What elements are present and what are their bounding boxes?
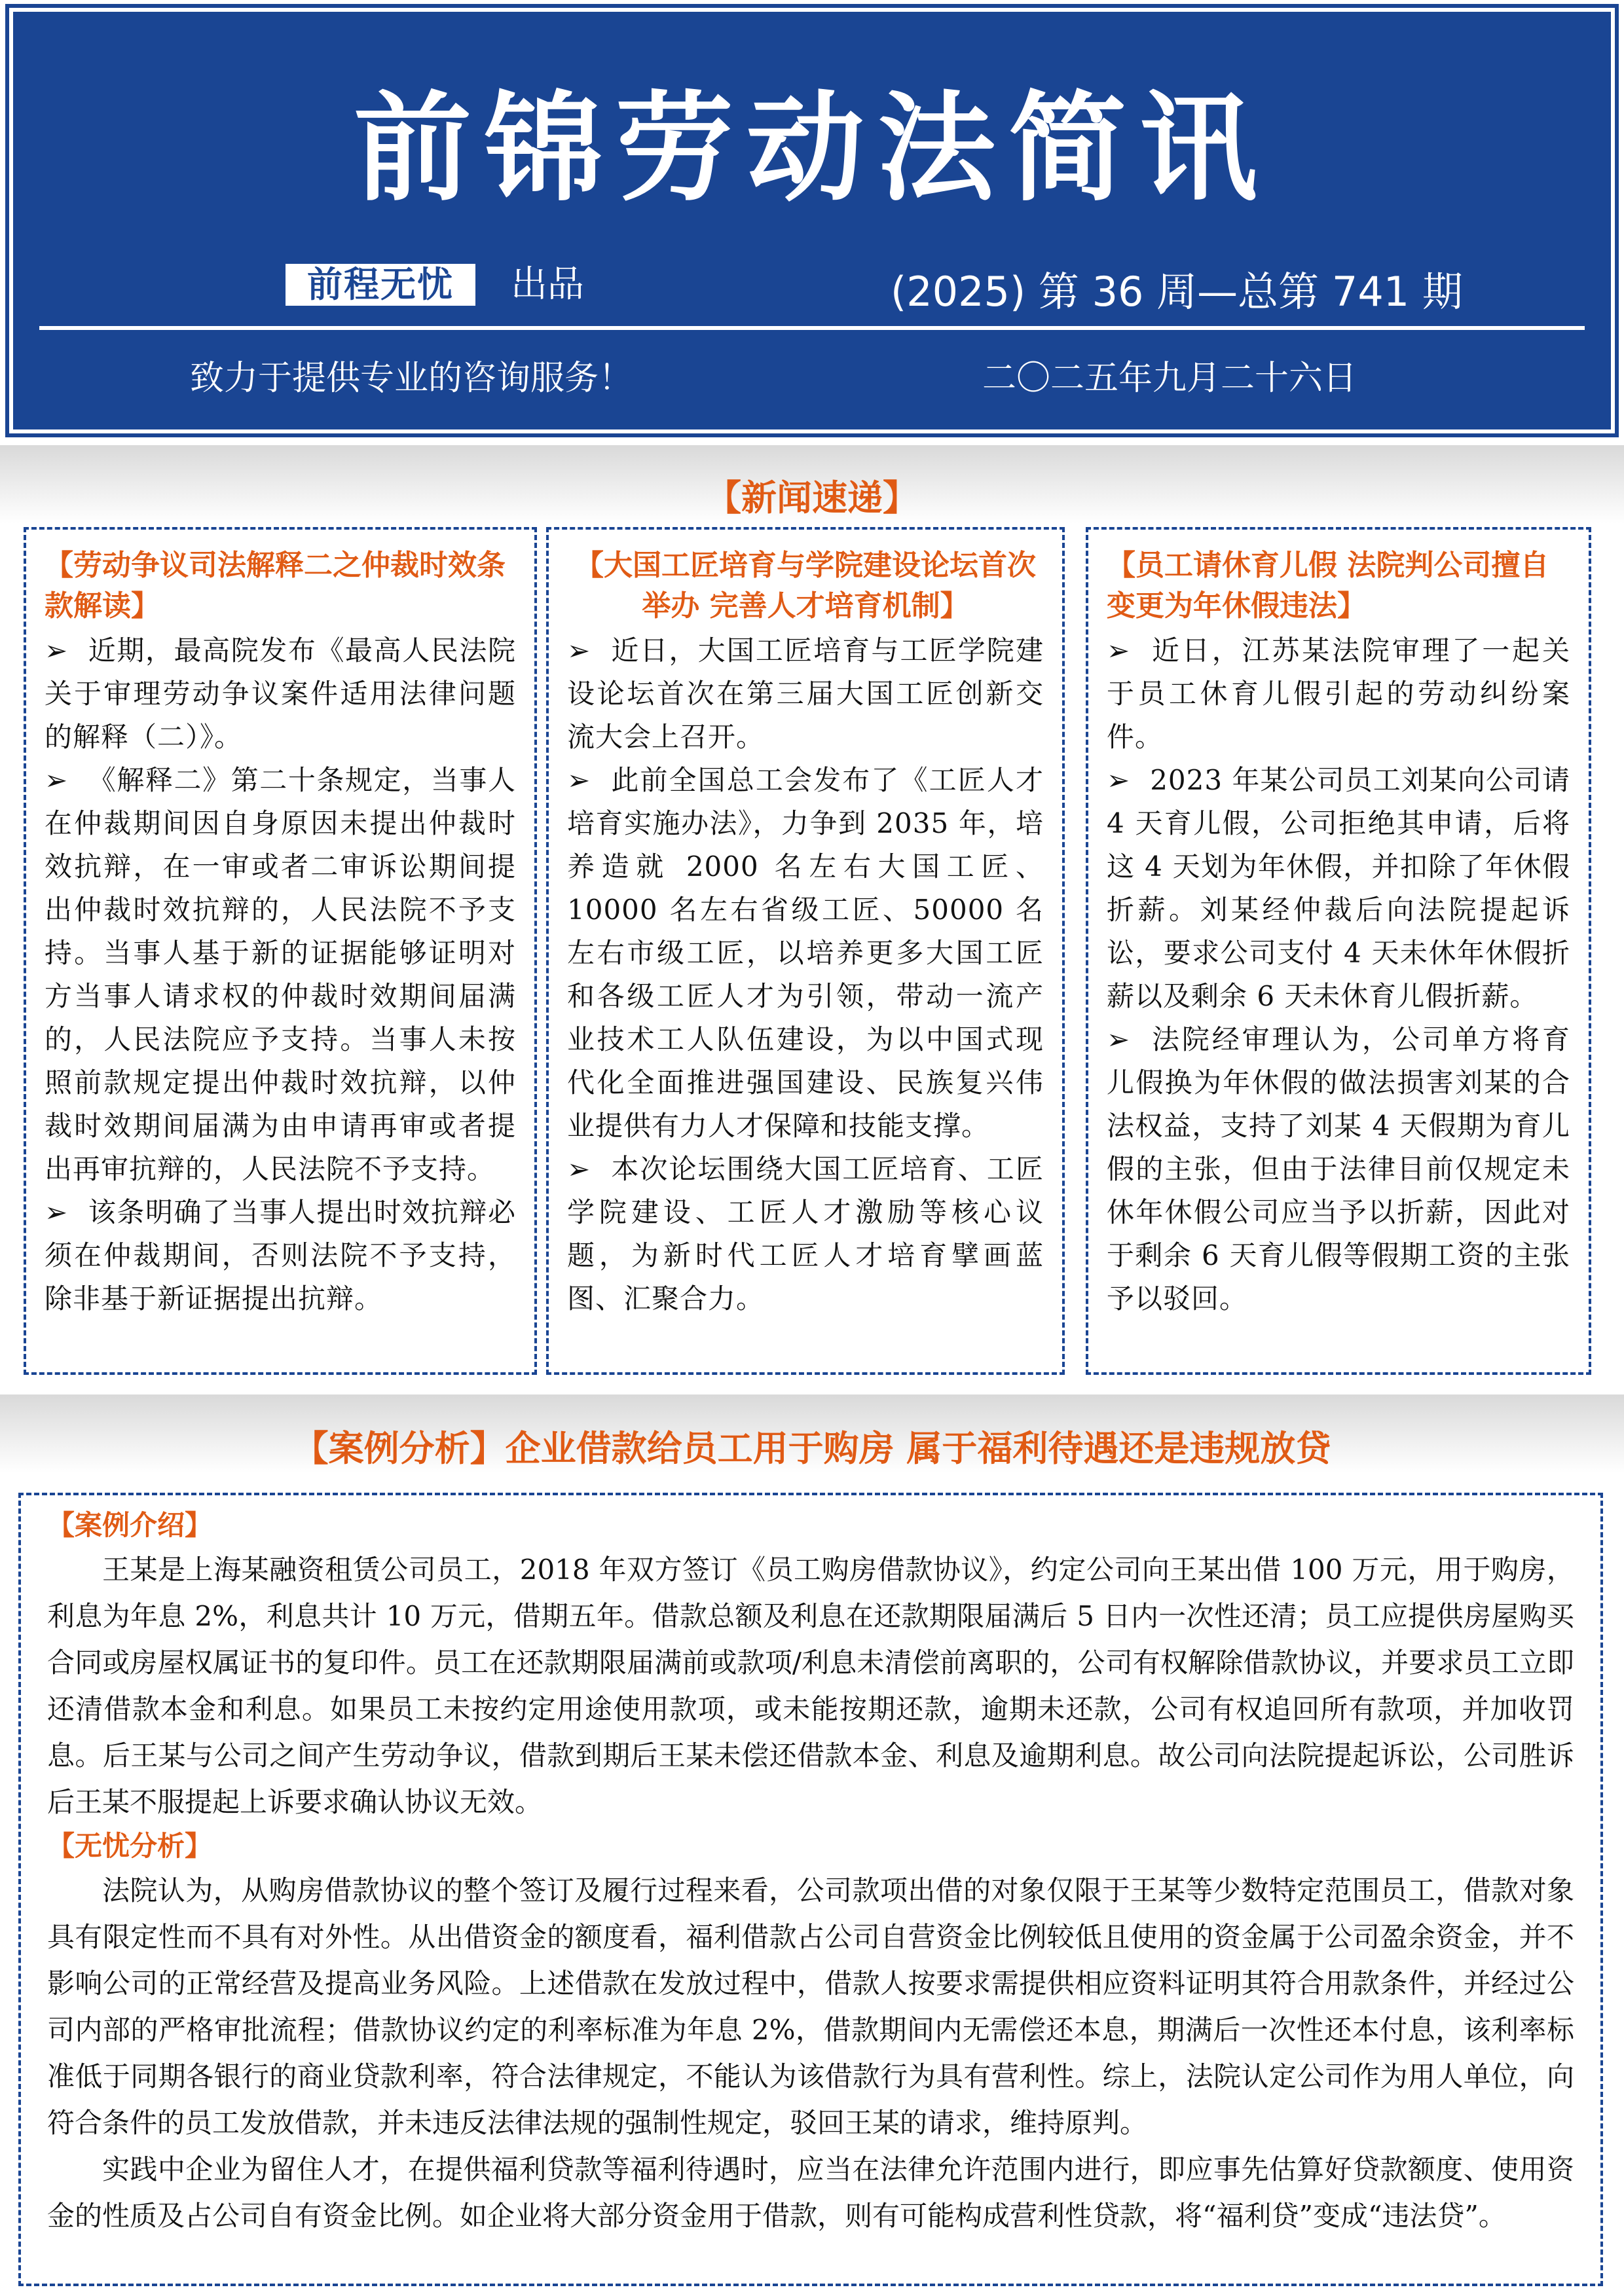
- arrowhead-bullet-icon: ➢: [567, 1153, 591, 1185]
- news-3-paragraph: ➢ 法院经审理认为，公司单方将育儿假换为年休假的做法损害刘某的合法权益，支持了刘某 4 天假期为育儿假的主张，但由于法律目前仅规定未休年休假公司应当予以折薪，因此对于剩余 6 天育儿假等假期工资的主张予以驳回。: [1107, 1023, 1570, 1315]
- arrowhead-bullet-icon: ➢: [45, 764, 69, 796]
- news-title-3: 【员工请休育儿假 法院判公司擅自变更为年休假违法】: [1107, 549, 1549, 623]
- news-title-2: 【大国工匠培育与学院建设论坛首次举办 完善人才培育机制】: [575, 549, 1036, 623]
- case-practice-text: 实践中企业为留住人才，在提供福利贷款等福利待遇时，应当在法律允许范围内进行，即应事先估算好贷款额度、使用资金的性质及占公司自有资金比例。如企业将大部分资金用于借款，则有可能构成营利性贷款，将“福利贷”变成“违法贷”。: [47, 2153, 1574, 2232]
- case-analysis-box: [18, 1493, 1603, 2286]
- arrowhead-bullet-icon: ➢: [1107, 634, 1131, 666]
- case-intro-text: 王某是上海某融资租赁公司员工，2018 年双方签订《员工购房借款协议》，约定公司向王某出借 100 万元，用于购房，利息为年息 2%，利息共计 10 万元，借期五年。借款总额及利息在还款期限届满后 5 日内一次性还清；员工应提供房屋购买合同或房屋权属证书的复印件。员工在还款期限届满前或款项/利息未清偿前离职的，公司有权解除借款协议，并要求员工立即还清借款本金和利息。如果员工未按约定用途使用款项，或未能按期还款，逾期未还款，公司有权追回所有款项，并加收罚息。后王某与公司之间产生劳动争议，借款到期后王某未偿还借款本金、利息及逾期利息。故公司向法院提起诉讼，公司胜诉后王某不服提起上诉要求确认协议无效。: [47, 1554, 1574, 1818]
- news-1-paragraph: ➢ 该条明确了当事人提出时效抗辩必须在仲裁期间，否则法院不予支持，除非基于新证据提出抗辩。: [45, 1196, 516, 1315]
- case-section-band: [0, 1394, 1624, 1473]
- news-2-paragraph: ➢ 本次论坛围绕大国工匠培育、工匠学院建设、工匠人才激励等核心议题，为新时代工匠人才培育擘画蓝图、汇聚合力。: [567, 1153, 1044, 1315]
- newsletter-title: 前锦劳动法简讯: [353, 81, 1270, 217]
- case-section-title: 【案例分析】企业借款给员工用于购房 属于福利待遇还是违规放贷: [293, 1428, 1331, 1469]
- case-intro-heading: 【案例介绍】: [47, 1509, 213, 1541]
- issue-number: (2025) 第 36 周—总第 741 期: [891, 268, 1463, 316]
- news-column-3: [1086, 527, 1591, 1375]
- news-column-1: [24, 527, 537, 1375]
- news-1-paragraph: ➢ 《解释二》第二十条规定，当事人在仲裁期间因自身原因未提出仲裁时效抗辩，在一审或者二审诉讼期间提出仲裁时效抗辩的，人民法院不予支持。当事人基于新的证据能够证明对方当事人请求权的仲裁时效期间届满的，人民法院应予支持。当事人未按照前款规定提出仲裁时效抗辩，以仲裁时效期间届满为由申请再审或者提出再审抗辩的，人民法院不予支持。: [45, 764, 516, 1185]
- brand-logo: 前程无忧: [286, 264, 475, 306]
- slogan: 致力于提供专业的咨询服务！: [190, 359, 633, 398]
- arrowhead-bullet-icon: ➢: [1107, 1023, 1131, 1055]
- arrowhead-bullet-icon: ➢: [567, 634, 591, 666]
- publisher-label: 出品: [511, 263, 584, 306]
- arrowhead-bullet-icon: ➢: [45, 1196, 69, 1228]
- header-divider: [39, 326, 1585, 330]
- news-section-band: [0, 445, 1624, 524]
- issue-date: 二〇二五年九月二十六日: [982, 359, 1357, 398]
- news-2-paragraph: ➢ 此前全国总工会发布了《工匠人才培育实施办法》，力争到 2035 年，培养造就 2000 名左右大国工匠、10000 名左右省级工匠、50000 名左右市级工匠，以培养更多大国工匠和各级工匠人才为引领，带动一流产业技术工人队伍建设，为以中国式现代化全面推进强国建设、民族复兴伟业提供有力人才保障和技能支撑。: [567, 764, 1044, 1142]
- news-3-paragraph: ➢ 2023 年某公司员工刘某向公司请 4 天育儿假，公司拒绝其申请，后将这 4 天划为年休假，并扣除了年休假折薪。刘某经仲裁后向法院提起诉讼，要求公司支付 4 天未休年休假折薪以及剩余 6 天未休育儿假折薪。: [1107, 764, 1570, 1012]
- news-3-paragraph: ➢ 近日，江苏某法院审理了一起关于员工休育儿假引起的劳动纠纷案件。: [1107, 634, 1570, 753]
- case-analysis-heading: 【无忧分析】: [47, 1830, 213, 1862]
- news-1-paragraph: ➢ 近期，最高院发布《最高人民法院关于审理劳动争议案件适用法律问题的解释（二）》。: [45, 634, 516, 753]
- case-analysis-text: 法院认为，从购房借款协议的整个签订及履行过程来看，公司款项出借的对象仅限于王某等少数特定范围员工，借款对象具有限定性而不具有对外性。从出借资金的额度看，福利借款占公司自营资金比例较低且使用的资金属于公司盈余资金，并不影响公司的正常经营及提高业务风险。上述借款在发放过程中，借款人按要求需提供相应资料证明其符合用款条件，并经过公司内部的严格审批流程；借款协议约定的利率标准为年息 2%，借款期间内无需偿还本息，期满后一次性还本付息，该利率标准低于同期各银行的商业贷款利率，符合法律规定，不能认为该借款行为具有营利性。综上，法院认定公司作为用人单位，向符合条件的员工发放借款，并未违反法律法规的强制性规定，驳回王某的请求，维持原判。: [47, 1874, 1574, 2139]
- news-column-2: [546, 527, 1065, 1375]
- masthead-panel: [9, 8, 1615, 433]
- news-2-paragraph: ➢ 近日，大国工匠培育与工匠学院建设论坛首次在第三届大国工匠创新交流大会上召开。: [567, 634, 1044, 753]
- arrowhead-bullet-icon: ➢: [1107, 764, 1131, 796]
- news-title-1: 【劳动争议司法解释二之仲裁时效条款解读】: [45, 549, 506, 623]
- arrowhead-bullet-icon: ➢: [45, 634, 69, 666]
- arrowhead-bullet-icon: ➢: [567, 764, 591, 796]
- news-section-title: 【新闻速递】: [706, 477, 918, 519]
